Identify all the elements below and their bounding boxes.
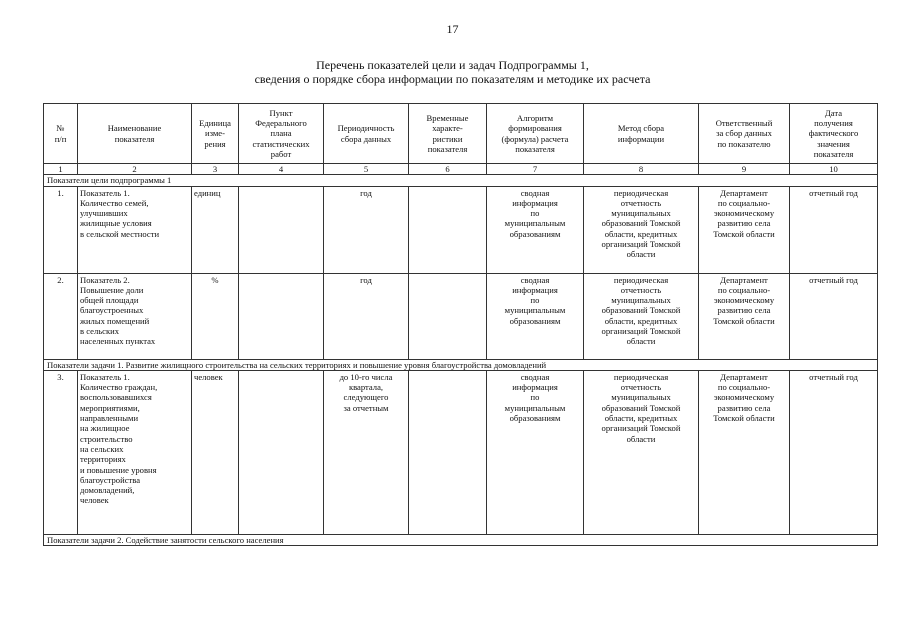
- time-cell: [409, 370, 487, 534]
- column-number: 8: [584, 164, 699, 175]
- section-row: [44, 359, 878, 370]
- header-cell: Метод сбора информации: [584, 104, 699, 164]
- plan-cell: [239, 370, 324, 534]
- page-number: 17: [446, 22, 459, 36]
- plan-cell: [239, 186, 324, 273]
- header-cell: Алгоритм формирования (формула) расчета показателя: [487, 104, 584, 164]
- date-cell: отчетный год: [790, 273, 878, 359]
- section-title: Показатели цели подпрограммы 1: [44, 175, 878, 186]
- table-row: [44, 370, 878, 534]
- method-cell: периодическая отчетность муниципальных образований Томской области, кредитных организаций Томской области: [584, 273, 699, 359]
- date-cell: отчетный год: [790, 370, 878, 534]
- periodicity-cell: год: [324, 186, 409, 273]
- indicator-name: Показатель 1. Количество граждан, воспользовавшихся мероприятиями, направленными на жилищное строительство на сельских территориях и повышение уровня благоустройства домовладений, человек: [78, 370, 192, 534]
- header-cell: Единица изме- рения: [192, 104, 239, 164]
- column-number: 9: [699, 164, 790, 175]
- time-cell: [409, 186, 487, 273]
- algorithm-cell: сводная информация по муниципальным образованиям: [487, 273, 584, 359]
- table-header-row: [44, 104, 878, 164]
- table-row: [44, 186, 878, 273]
- header-cell: Наименование показателя: [78, 104, 192, 164]
- header-cell: Периодичность сбора данных: [324, 104, 409, 164]
- title-line-2: сведения о порядке сбора информации по показателям и методике их расчета: [254, 72, 651, 86]
- periodicity-cell: до 10-го числа квартала, следующего за отчетным: [324, 370, 409, 534]
- column-number: 10: [790, 164, 878, 175]
- column-number: 1: [44, 164, 78, 175]
- date-cell: отчетный год: [790, 186, 878, 273]
- unit-cell: %: [192, 273, 239, 359]
- table-row: [44, 273, 878, 359]
- column-number-row: [44, 164, 878, 175]
- column-number: 3: [192, 164, 239, 175]
- header-cell: № п/п: [44, 104, 78, 164]
- section-title: Показатели задачи 1. Развитие жилищного строительства на сельских территориях и повышение уровня благоустройства домовладений: [44, 359, 878, 370]
- periodicity-cell: год: [324, 273, 409, 359]
- column-number: 2: [78, 164, 192, 175]
- column-number: 5: [324, 164, 409, 175]
- column-number: 4: [239, 164, 324, 175]
- section-row: [44, 534, 878, 545]
- algorithm-cell: сводная информация по муниципальным образованиям: [487, 370, 584, 534]
- document-title: [0, 58, 905, 86]
- header-cell: Пункт Федерального плана статистических работ: [239, 104, 324, 164]
- unit-cell: единиц: [192, 186, 239, 273]
- title-line-1: Перечень показателей цели и задач Подпрограммы 1,: [316, 58, 589, 72]
- time-cell: [409, 273, 487, 359]
- row-number: 1.: [44, 186, 78, 273]
- responsible-cell: Департамент по социально- экономическому развитию села Томской области: [699, 273, 790, 359]
- header-cell: Временные характе- ристики показателя: [409, 104, 487, 164]
- plan-cell: [239, 273, 324, 359]
- method-cell: периодическая отчетность муниципальных образований Томской области, кредитных организаций Томской области: [584, 370, 699, 534]
- header-cell: Ответственный за сбор данных по показателю: [699, 104, 790, 164]
- indicator-name: Показатель 2. Повышение доли общей площади благоустроенных жилых помещений в сельских населенных пунктах: [78, 273, 192, 359]
- responsible-cell: Департамент по социально- экономическому развитию села Томской области: [699, 186, 790, 273]
- section-row: [44, 175, 878, 186]
- indicators-table: [43, 103, 878, 546]
- row-number: 2.: [44, 273, 78, 359]
- algorithm-cell: сводная информация по муниципальным образованиям: [487, 186, 584, 273]
- indicator-name: Показатель 1. Количество семей, улучшивших жилищные условия в сельской местности: [78, 186, 192, 273]
- unit-cell: человек: [192, 370, 239, 534]
- responsible-cell: Департамент по социально- экономическому развитию села Томской области: [699, 370, 790, 534]
- row-number: 3.: [44, 370, 78, 534]
- method-cell: периодическая отчетность муниципальных образований Томской области, кредитных организаций Томской области: [584, 186, 699, 273]
- section-title: Показатели задачи 2. Содействие занятости сельского населения: [44, 534, 878, 545]
- header-cell: Дата получения фактического значения показателя: [790, 104, 878, 164]
- column-number: 6: [409, 164, 487, 175]
- column-number: 7: [487, 164, 584, 175]
